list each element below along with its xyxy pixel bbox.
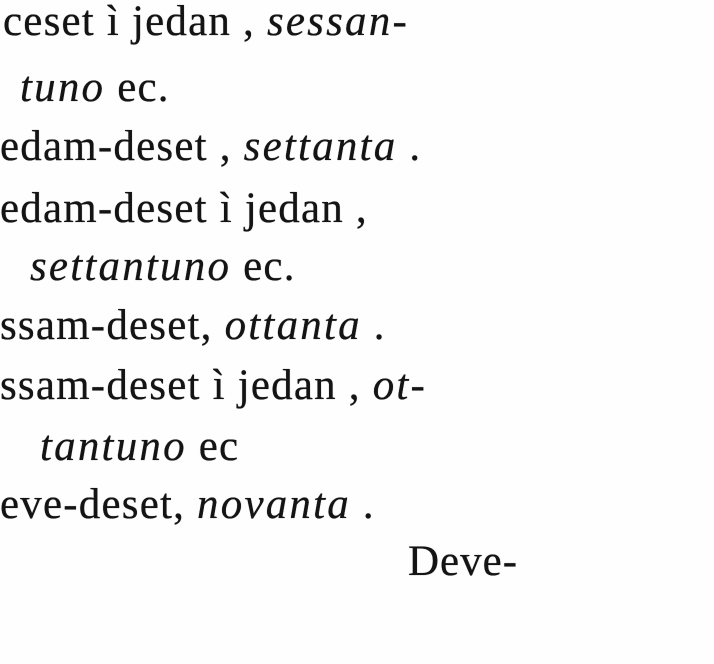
text-line-5 <box>30 245 296 288</box>
roman-text: ceset ì jedan , <box>3 0 267 45</box>
italic-text: novanta . <box>197 481 377 528</box>
italic-text: settanta . <box>243 123 424 170</box>
roman-text: ssam-deset ì jedan , <box>0 362 373 409</box>
roman-text: eve-deset, <box>0 481 198 528</box>
roman-text: edam-deset ì jedan , <box>0 185 368 232</box>
text-line-1 <box>3 0 409 43</box>
italic-text: sessan- <box>266 0 409 45</box>
text-line-2 <box>20 66 170 109</box>
text-line-7 <box>0 364 427 407</box>
italic-text: tuno <box>20 64 106 111</box>
italic-text: ottanta . <box>224 302 388 349</box>
text-line-8 <box>40 425 239 468</box>
text-line-4 <box>0 187 368 230</box>
text-line-6 <box>0 304 388 347</box>
trail-text: ec <box>186 423 240 470</box>
roman-text: ssam-deset, <box>0 302 225 349</box>
italic-text: tantuno <box>40 423 187 470</box>
italic-text: ot- <box>372 362 428 409</box>
catchword: Deve- <box>408 538 519 585</box>
roman-text: edam-deset , <box>0 123 244 170</box>
text-line-9 <box>0 483 377 526</box>
italic-text: settantuno <box>30 243 232 290</box>
text-line-3 <box>0 125 423 168</box>
trail-text: ec. <box>231 243 296 290</box>
trail-text: ec. <box>105 64 170 111</box>
